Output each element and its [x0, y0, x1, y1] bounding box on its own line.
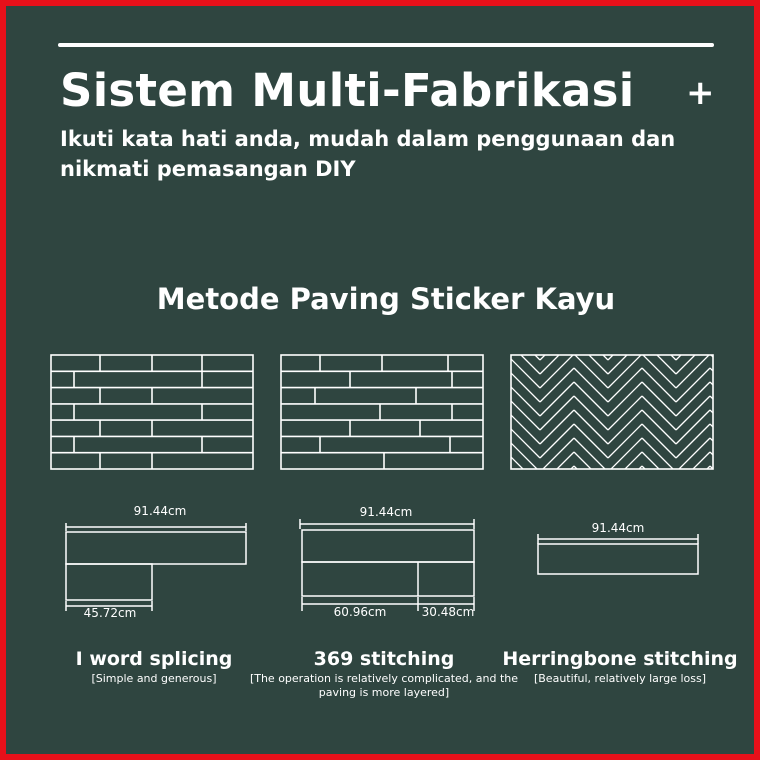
- herringbone-total-width-label: 91.44cm: [591, 521, 645, 535]
- herringbone-method-description: [Beautiful, relatively large loss]: [533, 672, 707, 685]
- page-subtitle: Ikuti kata hati anda, mudah dalam penggunaan dan nikmati pemasangan DIY: [60, 127, 676, 181]
- i-word-total-width-label: 91.44cm: [133, 504, 187, 518]
- 369-method-description: [The operation is relatively complicated, and the paving is more layered]: [249, 672, 519, 699]
- top-divider: [58, 43, 714, 47]
- herringbone-method-name: Herringbone stitching: [502, 648, 738, 670]
- i-word-pattern: [50, 354, 256, 472]
- 369-segment-label-long: 60.96cm: [333, 605, 387, 619]
- 369-pattern: [280, 354, 486, 472]
- 369-segment-label-short: 30.48cm: [421, 605, 475, 619]
- poster-frame: [6, 6, 754, 754]
- herringbone-dimension-diagram: [526, 501, 726, 621]
- page-title: Sistem Multi-Fabrikasi: [60, 64, 635, 117]
- i-word-segment-label: 45.72cm: [83, 606, 137, 620]
- herringbone-pattern: [510, 354, 716, 472]
- 369-total-width-label: 91.44cm: [359, 505, 413, 519]
- i-word-dimension-diagram: [56, 501, 256, 621]
- i-word-method-description: [Simple and generous]: [91, 672, 217, 685]
- 369-method-name: 369 stitching: [313, 648, 455, 670]
- 369-dimension-diagram: [288, 501, 488, 621]
- plus-icon: +: [686, 73, 715, 113]
- i-word-method-name: I word splicing: [75, 648, 233, 670]
- section-title: Metode Paving Sticker Kayu: [156, 282, 616, 316]
